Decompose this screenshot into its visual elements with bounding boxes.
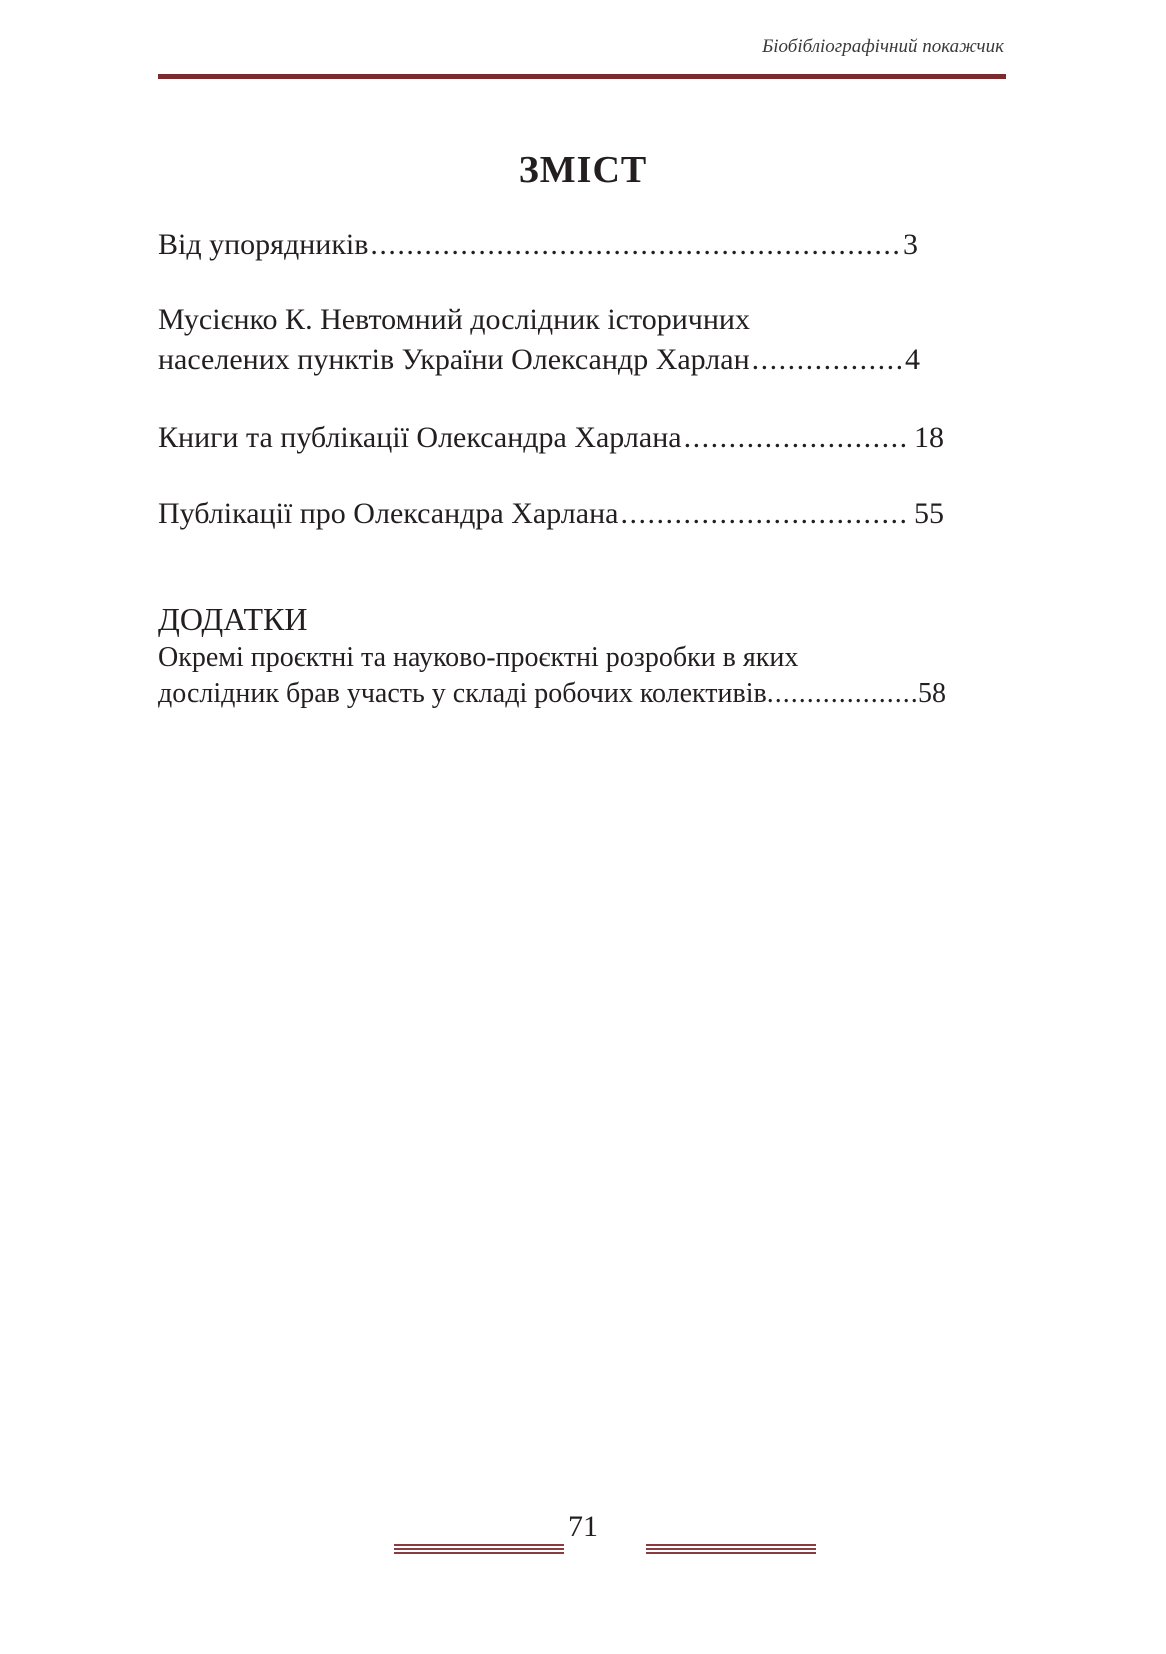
- footer-rule-left: [394, 1544, 564, 1556]
- toc-entry-page: 55: [914, 497, 944, 530]
- dot-leader: [370, 225, 899, 265]
- dot-leader: [684, 418, 910, 458]
- toc-entry-label: Від упорядників: [158, 228, 369, 261]
- toc-entry-page: 18: [914, 421, 944, 454]
- footer-rule-right: [646, 1544, 816, 1556]
- appendix-heading: ДОДАТКИ: [158, 601, 308, 637]
- toc-entry-label-line: Окремі проєктні та науково-проєктні розробки в яких: [158, 642, 799, 673]
- dot-leader: [767, 676, 918, 712]
- page-title: ЗМІСТ: [518, 149, 648, 191]
- toc-entry-page: 4: [905, 343, 920, 376]
- toc-entry-label: населених пунктів України Олександр Харлан: [158, 343, 750, 376]
- toc-entry-page: 3: [903, 228, 918, 261]
- toc-entry[interactable]: [158, 418, 944, 458]
- toc-entry-label: дослідник брав участь у складі робочих колективів: [158, 678, 767, 709]
- toc-entry-label: Книги та публікації Олександра Харлана: [158, 421, 682, 454]
- toc-entry-page: 58: [918, 678, 946, 709]
- dot-leader: [752, 340, 901, 380]
- page-number: 71: [568, 1510, 598, 1543]
- toc-entry[interactable]: [158, 494, 944, 534]
- toc-entry[interactable]: [158, 300, 920, 380]
- header-rule: [158, 74, 1006, 79]
- toc-entry[interactable]: [158, 225, 918, 265]
- running-title: Біобібліографічний покажчик: [762, 36, 1004, 57]
- toc-entry-appendix[interactable]: [158, 640, 946, 712]
- toc-entry-label: Публікації про Олександра Харлана: [158, 497, 619, 530]
- toc-entry-label-line: Мусієнко К. Невтомний дослідник історичних: [158, 303, 750, 336]
- dot-leader: [620, 494, 910, 534]
